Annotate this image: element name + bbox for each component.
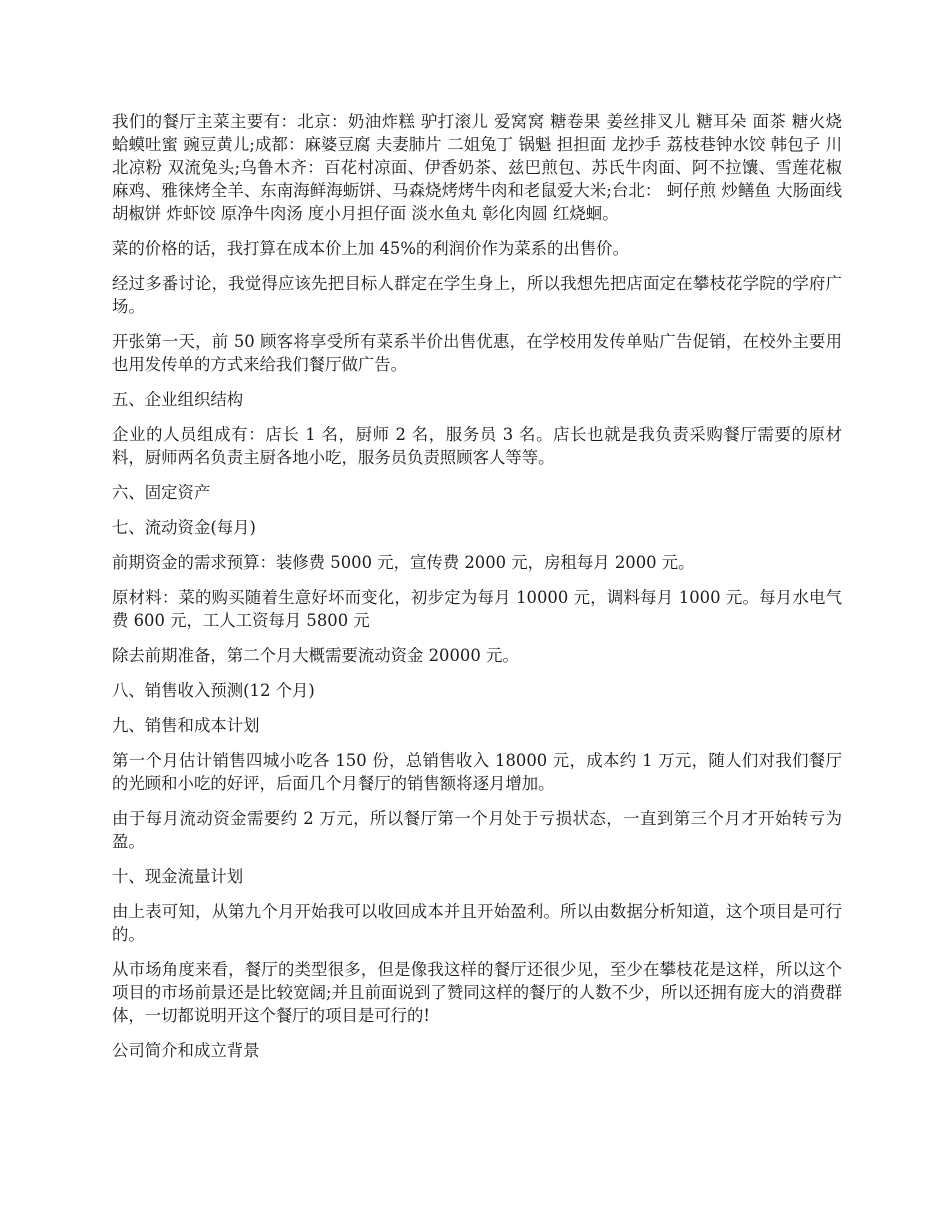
section-7-heading: 七、流动资金(每月) bbox=[112, 518, 256, 537]
materials-paragraph: 原材料：菜的购买随着生意好坏而变化，初步定为每月 10000 元，调料每月 1000 元。每月水电气费 600 元，工人工资每月 5800 元 bbox=[112, 588, 842, 630]
company-intro-heading: 公司简介和成立背景 bbox=[112, 1041, 260, 1060]
section-10-heading: 十、现金流量计划 bbox=[112, 867, 244, 886]
cashflow-paragraph: 由上表可知，从第九个月开始我可以收回成本并且开始盈利。所以由数据分析知道，这个项目是可行的。 bbox=[112, 902, 842, 944]
document-page bbox=[112, 110, 842, 1074]
loss-paragraph: 由于每月流动资金需要约 2 万元，所以餐厅第一个月处于亏损状态，一直到第三个月才开始转亏为盈。 bbox=[112, 809, 842, 851]
section-6-heading: 六、固定资产 bbox=[112, 483, 211, 502]
promotion-paragraph: 开张第一天，前 50 顾客将享受所有菜系半价出售优惠，在学校用发传单贴广告促销，在校外主要用也用发传单的方式来给我们餐厅做广告。 bbox=[112, 332, 842, 374]
budget-paragraph: 前期资金的需求预算：装修费 5000 元，宣传费 2000 元，房租每月 2000 元。 bbox=[112, 553, 695, 572]
location-paragraph: 经过多番讨论，我觉得应该先把目标人群定在学生身上，所以我想先把店面定在攀枝花学院的学府广场。 bbox=[112, 274, 842, 316]
menu-dishes-paragraph: 我们的餐厅主菜主要有：北京：奶油炸糕 驴打滚儿 爱窝窝 糖卷果 姜丝排叉儿 糖耳朵 面茶 糖火烧 蛤蟆吐蜜 豌豆黄儿;成都：麻婆豆腐 夫妻肺片 二姐兔丁 锅魁 担担面 龙抄手 荔枝巷钟水饺 韩包子 川北凉粉 双流兔头;乌鲁木齐：百花村凉面、伊香奶茶、兹巴煎包、苏氏牛肉面、阿不拉馕、雪莲花椒麻鸡、雅徕烤全羊、东南海鲜海蛎饼、马森烧烤烤牛肉和老鼠爱大米;台北： 蚵仔煎 炒鳝鱼 大肠面线 胡椒饼 炸虾饺 原净牛肉汤 度小月担仔面 淡水鱼丸 彰化肉圆 红烧蛔。 bbox=[112, 112, 842, 223]
pricing-paragraph: 菜的价格的话，我打算在成本价上加 45%的利润价作为菜系的出售价。 bbox=[112, 239, 629, 258]
market-paragraph: 从市场角度来看，餐厅的类型很多，但是像我这样的餐厅还很少见，至少在攀枝花是这样，所以这个项目的市场前景还是比较宽阔;并且前面说到了赞同这样的餐厅的人数不少，所以还拥有庞大的消费群体，一切都说明开这个餐厅的项目是可行的! bbox=[112, 960, 842, 1025]
section-5-heading: 五、企业组织结构 bbox=[112, 390, 244, 409]
section-9-heading: 九、销售和成本计划 bbox=[112, 716, 260, 735]
staff-paragraph: 企业的人员组成有：店长 1 名，厨师 2 名，服务员 3 名。店长也就是我负责采购餐厅需要的原材料，厨师两名负责主厨各地小吃，服务员负责照顾客人等等。 bbox=[112, 425, 842, 467]
sales-paragraph: 第一个月估计销售四城小吃各 150 份，总销售收入 18000 元，成本约 1 万元，随人们对我们餐厅的光顾和小吃的好评，后面几个月餐厅的销售额将逐月增加。 bbox=[112, 751, 842, 793]
working-capital-paragraph: 除去前期准备，第二个月大概需要流动资金 20000 元。 bbox=[112, 646, 519, 665]
section-8-heading: 八、销售收入预测(12 个月) bbox=[112, 681, 315, 700]
